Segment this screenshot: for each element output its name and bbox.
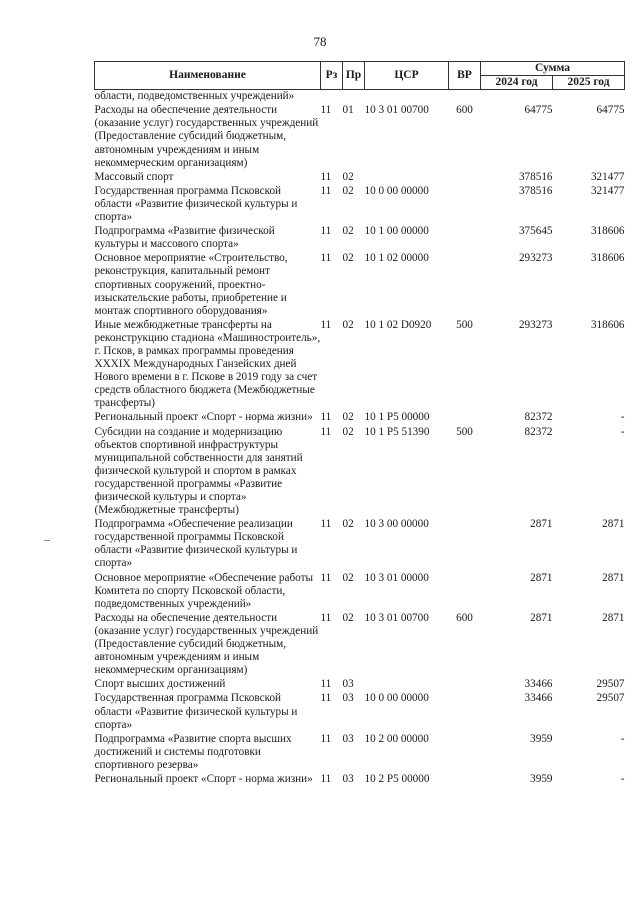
header-year-2025: 2025 год <box>553 76 625 90</box>
row-pr: 02 <box>342 318 354 331</box>
row-vr: 500 <box>456 318 473 331</box>
row-sum-2024: 3959 <box>530 772 553 785</box>
header-name: Наименование <box>95 62 321 90</box>
row-vr <box>449 571 481 611</box>
row-rz: 11 <box>320 170 332 183</box>
table-row <box>95 772 625 786</box>
table-row <box>95 410 625 424</box>
table-body <box>95 90 625 786</box>
header-rz: Рз <box>321 62 343 90</box>
row-vr <box>449 517 481 570</box>
row-name: Спорт высших достижений <box>94 678 226 691</box>
row-rz: 11 <box>320 225 332 238</box>
table-row <box>95 90 625 104</box>
row-sum-2025: 318606 <box>590 318 625 331</box>
row-vr <box>449 224 481 251</box>
row-sum-2024: 293273 <box>518 318 553 331</box>
row-pr: 02 <box>342 170 354 183</box>
row-vr <box>449 677 481 691</box>
table-header <box>95 62 625 90</box>
row-name: Основное мероприятие «Обеспечение работы Комитета по спорту Псковской области, подведомственных учреждений» <box>94 571 314 610</box>
row-vr <box>449 732 481 772</box>
row-name: области, подведомственных учреждений» <box>94 90 295 103</box>
table-row <box>95 224 625 251</box>
row-pr: 03 <box>342 732 354 745</box>
row-sum-2025: 29507 <box>596 678 625 691</box>
row-pr: 02 <box>342 611 354 624</box>
row-vr <box>449 170 481 184</box>
header-sum: Сумма <box>481 62 625 76</box>
row-rz: 11 <box>320 104 332 117</box>
row-pr: 02 <box>342 184 354 197</box>
row-sum-2024: 2871 <box>530 571 553 584</box>
row-csr <box>365 170 449 184</box>
row-sum-2025 <box>553 90 625 104</box>
row-csr: 10 1 02 D0920 <box>364 318 432 331</box>
row-vr <box>449 251 481 317</box>
row-pr: 03 <box>342 678 354 691</box>
row-csr: 10 3 01 00000 <box>364 571 429 584</box>
row-vr <box>449 410 481 424</box>
row-name: Подпрограмма «Развитие физической культуры и массового спорта» <box>94 225 275 251</box>
row-name: Подпрограмма «Развитие спорта высших достижений и системы подготовки спортивного резерва» <box>94 732 292 771</box>
row-sum-2024: 378516 <box>518 170 553 183</box>
row-vr: 600 <box>456 104 473 117</box>
row-sum-2025: 321477 <box>590 184 625 197</box>
row-sum-2025: 64775 <box>596 104 625 117</box>
row-csr <box>365 677 449 691</box>
row-vr: 600 <box>456 611 473 624</box>
row-name: Государственная программа Псковской области «Развитие физической культуры и спорта» <box>94 184 298 224</box>
table-row <box>95 251 625 317</box>
row-sum-2024: 293273 <box>518 252 553 265</box>
row-sum-2025: 318606 <box>590 225 625 238</box>
row-csr: 10 2 P5 00000 <box>364 772 430 785</box>
header-csr: ЦСР <box>365 62 449 90</box>
header-year-2024: 2024 год <box>481 76 553 90</box>
row-rz: 11 <box>320 411 332 424</box>
header-vr: ВР <box>449 62 481 90</box>
row-vr: 500 <box>456 425 473 438</box>
table-row <box>95 318 625 411</box>
row-vr <box>449 184 481 224</box>
row-sum-2025: - <box>620 772 625 785</box>
table-row <box>95 103 625 169</box>
row-name: Региональный проект «Спорт - норма жизни» <box>94 411 313 424</box>
row-csr: 10 1 P5 00000 <box>364 411 430 424</box>
row-rz: 11 <box>320 772 332 785</box>
row-rz: 11 <box>320 184 332 197</box>
row-csr: 10 2 00 00000 <box>364 732 429 745</box>
row-pr <box>343 90 365 104</box>
row-rz: 11 <box>320 518 332 531</box>
table-row <box>95 425 625 518</box>
row-sum-2024: 3959 <box>530 732 553 745</box>
table-row <box>95 611 625 677</box>
row-sum-2025: - <box>620 425 625 438</box>
row-pr: 01 <box>342 104 354 117</box>
row-pr: 02 <box>342 571 354 584</box>
row-sum-2025: 2871 <box>602 518 625 531</box>
table-row <box>95 184 625 224</box>
row-csr: 10 0 00 00000 <box>364 184 429 197</box>
row-sum-2025: 321477 <box>590 170 625 183</box>
header-pr: Пр <box>343 62 365 90</box>
row-sum-2024: 64775 <box>524 104 553 117</box>
row-sum-2024 <box>481 90 553 104</box>
row-sum-2025: 29507 <box>596 692 625 705</box>
row-csr: 10 3 00 00000 <box>364 518 429 531</box>
row-sum-2024: 82372 <box>524 411 553 424</box>
row-rz: 11 <box>320 611 332 624</box>
row-sum-2024: 33466 <box>524 692 553 705</box>
row-sum-2025: - <box>620 411 625 424</box>
row-name: Подпрограмма «Обеспечение реализации государственной программы Псковской области «Развитие физической культуры и спорта» <box>94 518 298 570</box>
row-pr: 02 <box>342 252 354 265</box>
row-csr: 10 1 00 00000 <box>364 225 429 238</box>
row-pr: 03 <box>342 772 354 785</box>
row-rz <box>321 90 343 104</box>
row-name: Государственная программа Псковской области «Развитие физической культуры и спорта» <box>94 692 298 731</box>
row-name: Расходы на обеспечение деятельности (оказание услуг) государственных учреждений (Предоставление субсидий бюджетным, автономным учреждениям и иным некоммерческим организациям) <box>94 611 319 677</box>
table-row <box>95 517 625 570</box>
row-pr: 02 <box>342 411 354 424</box>
row-csr <box>365 90 449 104</box>
row-sum-2024: 2871 <box>530 518 553 531</box>
row-vr <box>449 772 481 786</box>
scan-mark <box>44 540 50 541</box>
row-csr: 10 3 01 00700 <box>364 611 429 624</box>
table-row <box>95 571 625 611</box>
row-pr: 02 <box>342 225 354 238</box>
row-sum-2025: 2871 <box>602 571 625 584</box>
row-rz: 11 <box>320 571 332 584</box>
row-sum-2024: 2871 <box>530 611 553 624</box>
row-pr: 02 <box>342 425 354 438</box>
row-rz: 11 <box>320 318 332 331</box>
row-rz: 11 <box>320 692 332 705</box>
row-sum-2024: 375645 <box>518 225 553 238</box>
row-rz: 11 <box>320 425 332 438</box>
row-rz: 11 <box>320 252 332 265</box>
row-name: Иные межбюджетные трансферты на реконструкцию стадиона «Машиностроитель», г. Псков, в рамках программы проведения XXXIX Международных Ганзейских дней Нового времени в г. Пскове в 2019 году за счет средств областного бюджета (Межбюджетные трансферты) <box>94 318 321 410</box>
table-row <box>95 170 625 184</box>
row-rz: 11 <box>320 678 332 691</box>
page-number: 78 <box>313 34 327 49</box>
row-sum-2024: 33466 <box>524 678 553 691</box>
row-csr: 10 0 00 00000 <box>364 692 429 705</box>
row-pr: 02 <box>342 518 354 531</box>
row-sum-2025: 2871 <box>602 611 625 624</box>
row-vr <box>449 691 481 731</box>
budget-table-container <box>94 61 624 786</box>
budget-table <box>94 61 625 786</box>
row-rz: 11 <box>320 732 332 745</box>
table-row <box>95 691 625 731</box>
row-vr <box>449 90 481 104</box>
row-sum-2024: 82372 <box>524 425 553 438</box>
row-name: Расходы на обеспечение деятельности (оказание услуг) государственных учреждений (Предоставление субсидий бюджетным, автономным учреждениям и иным некоммерческим организациям) <box>94 104 319 169</box>
row-csr: 10 1 P5 51390 <box>364 425 430 438</box>
row-pr: 03 <box>342 692 354 705</box>
table-row <box>95 732 625 772</box>
row-csr: 10 3 01 00700 <box>364 104 429 117</box>
row-sum-2025: - <box>620 732 625 745</box>
table-row <box>95 677 625 691</box>
row-sum-2025: 318606 <box>590 252 625 265</box>
row-sum-2024: 378516 <box>518 184 553 197</box>
row-name: Субсидии на создание и модернизацию объектов спортивной инфраструктуры муниципальной собственности для занятий физической культурой и спортом в рамках государственной программы «Развитие физической культуры и спорта» (Межбюджетные трансферты) <box>94 425 303 517</box>
row-name: Региональный проект «Спорт - норма жизни» <box>94 772 313 785</box>
row-csr: 10 1 02 00000 <box>364 252 429 265</box>
row-name: Основное мероприятие «Строительство, реконструкция, капитальный ремонт спортивных сооружений, проектно-изыскательские работы, приобретение и монтаж спортивного оборудования» <box>94 252 288 317</box>
row-name: Массовый спорт <box>94 170 174 183</box>
